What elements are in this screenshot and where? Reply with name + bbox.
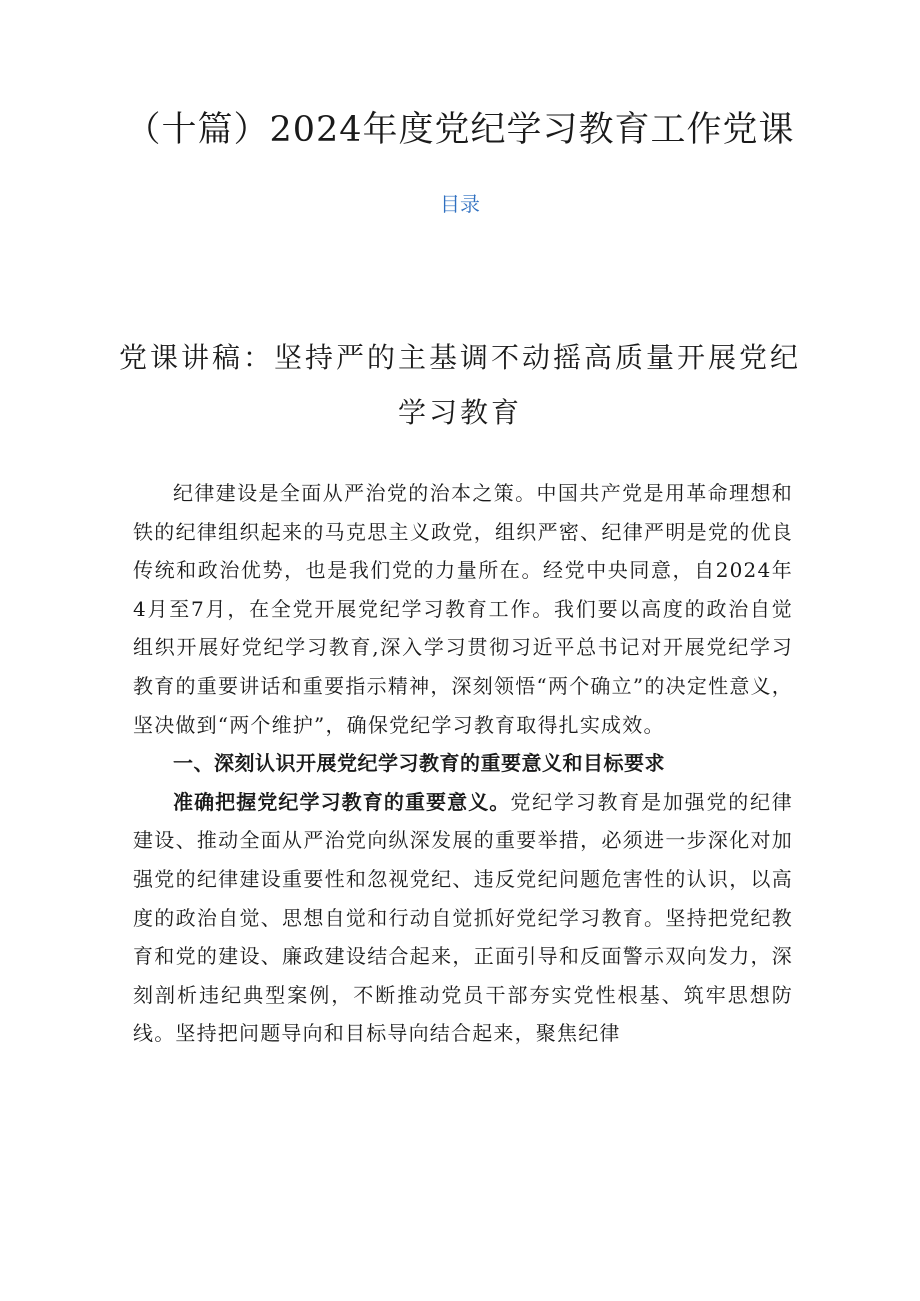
section-paragraph [133,783,793,1053]
section-heading: 一、深刻认识开展党纪学习教育的重要意义和目标要求 [173,751,665,776]
section-paragraph-text: 党纪学习教育是加强党的纪律建设、推动全面从严治党向纵深发展的重要举措，必须进一步深化对加强党的纪律建设重要性和忽视党纪、违反党纪问题危害性的认识，以高度的政治自觉、思想自觉和行动自觉抓好党纪学习教育。坚持把党纪教育和党的建设、廉政建设结合起来，正面引导和反面警示双向发力，深刻剖析违纪典型案例，不断推动党员干部夯实党性根基、筑牢思想防线。坚持把问题导向和目标导向结合起来，聚焦纪律 [133,789,793,1046]
table-of-contents-link[interactable]: 目录 [440,192,480,216]
section-lead: 准确把握党纪学习教育的重要意义。 [173,789,511,814]
intro-paragraph: 纪律建设是全面从严治党的治本之策。中国共产党是用革命理想和铁的纪律组织起来的马克思主义政党，组织严密、纪律严明是党的优良传统和政治优势，也是我们党的力量所在。经党中央同意，自2024年4月至7月，在全党开展党纪学习教育工作。我们要以高度的政治自觉组织开展好党纪学习教育,深入学习贯彻习近平总书记对开展党纪学习教育的重要讲话和重要指示精神，深刻领悟“两个确立”的决定性意义，坚决做到“两个维护”，确保党纪学习教育取得扎实成效。 [133,481,793,737]
article-body [133,474,793,1053]
document-title: （十篇）2024年度党纪学习教育工作党课 [125,110,795,150]
article-title: 党课讲稿：坚持严的主基调不动摇高质量开展党纪学习教育 [118,341,801,429]
